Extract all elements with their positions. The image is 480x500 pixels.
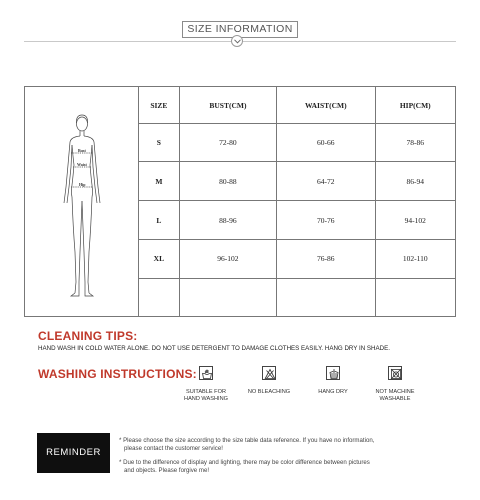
- no-bleach-icon: [262, 366, 276, 380]
- size-value: L: [139, 201, 180, 239]
- size-table: [24, 86, 456, 317]
- washing-instructions-title: WASHING INSTRUCTIONS:: [38, 367, 197, 381]
- bust-label: Bust: [78, 148, 86, 153]
- header-bust: BUST(CM): [179, 87, 276, 124]
- no-bleach-label: NO BLEACHING: [247, 389, 291, 395]
- size-value: S: [139, 124, 180, 162]
- waist-value: 60-66: [277, 124, 375, 162]
- no-machine-wash-icon: [388, 366, 402, 380]
- section-title: SIZE INFORMATION: [182, 21, 298, 38]
- reminder-line-3: * Due to the difference of display and lighting, there may be color difference between pictures: [119, 459, 370, 466]
- table-header-row: [25, 87, 456, 124]
- hang-dry-label: HANG DRY: [318, 389, 348, 395]
- reminder-label: REMINDER: [37, 433, 110, 473]
- reminder-line-1: * Please choose the size according to the size table data reference. If you have no information,: [119, 437, 375, 444]
- waist-value: 70-76: [277, 201, 375, 239]
- figure-cell: [25, 87, 139, 317]
- chevron-down-icon: [231, 35, 243, 47]
- hip-value: 78-86: [375, 124, 456, 162]
- size-value: XL: [139, 239, 180, 278]
- bust-value: 72-80: [179, 124, 276, 162]
- bust-value: 88-96: [179, 201, 276, 239]
- cleaning-tips-title: CLEANING TIPS:: [38, 329, 138, 343]
- bust-value: 96-102: [179, 239, 276, 278]
- header-waist: WAIST(CM): [277, 87, 375, 124]
- hang-dry-icon: [326, 366, 340, 380]
- size-value: M: [139, 162, 180, 201]
- hand-wash-icon: [199, 366, 213, 380]
- header-size: SIZE: [139, 87, 180, 124]
- hip-value: 94-102: [375, 201, 456, 239]
- hand-wash-label: SUITABLE FOR HAND WASHING: [184, 389, 228, 402]
- cleaning-tips-text: HAND WASH IN COLD WATER ALONE. DO NOT USE DETERGENT TO DAMAGE CLOTHES EASILY. HANG DRY IN SHADE.: [38, 345, 390, 352]
- hip-value: 102-110: [375, 239, 456, 278]
- bust-value: 80-88: [179, 162, 276, 201]
- waist-value: 76-86: [277, 239, 375, 278]
- hip-label: Hip: [79, 182, 86, 187]
- header-hip: HIP(CM): [375, 87, 456, 124]
- body-measurement-figure: [25, 87, 138, 316]
- reminder-line-4: and objects. Please forgive me!: [124, 467, 210, 474]
- reminder-line-2: please contact the customer service!: [124, 445, 223, 452]
- hip-value: 86-94: [375, 162, 456, 201]
- no-machine-wash-label: NOT MACHINE WASHABLE: [375, 389, 415, 402]
- waist-label: Waist: [77, 162, 87, 167]
- waist-value: 64-72: [277, 162, 375, 201]
